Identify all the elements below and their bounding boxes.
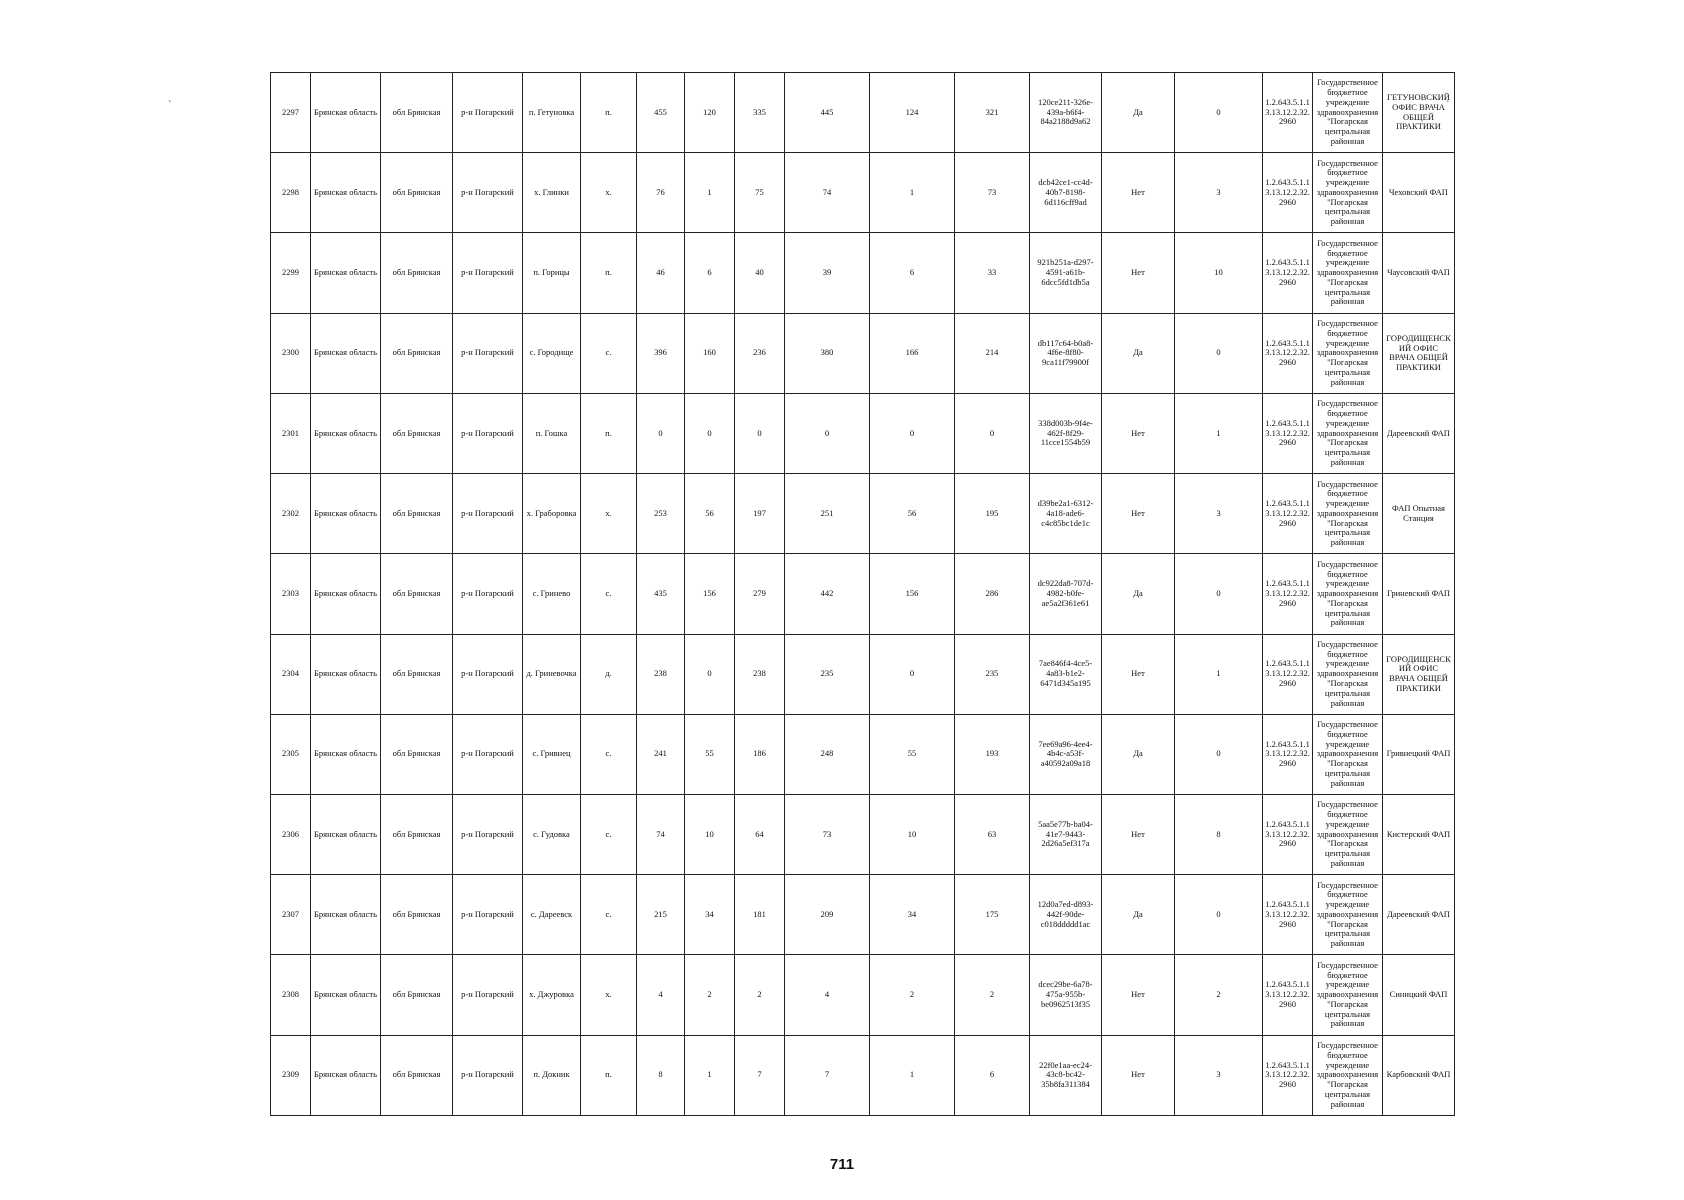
oblast-cell: обл Брянская [381,714,453,794]
district-cell: р-н Погарский [453,634,523,714]
organization-cell: Государственное бюджетное учреждение здравоохранения "Погарская центральная районная [1313,153,1383,233]
population-adults-2-cell: 286 [955,554,1030,634]
facility-cell: Дареевский ФАП [1383,875,1455,955]
table-row [271,714,1455,794]
population-adults-cell: 236 [735,313,785,393]
population-adults-2-cell: 235 [955,634,1030,714]
population-children-cell: 1 [685,1035,735,1115]
count-cell: 2 [1175,955,1263,1035]
region-cell: Брянская область [311,554,381,634]
organization-cell: Государственное бюджетное учреждение здравоохранения "Погарская центральная районная [1313,474,1383,554]
facility-cell: Кистерский ФАП [1383,794,1455,874]
registry-sheet [270,72,1451,1116]
oblast-cell: обл Брянская [381,393,453,473]
count-cell: 0 [1175,73,1263,153]
population-adults-2-cell: 6 [955,1035,1030,1115]
settlement-type-cell: п. [581,393,637,473]
oid-cell: 1.2.643.5.1.13.13.12.2.32.2960 [1263,794,1313,874]
oid-cell: 1.2.643.5.1.13.13.12.2.32.2960 [1263,1035,1313,1115]
region-cell: Брянская область [311,955,381,1035]
oid-cell: 1.2.643.5.1.13.13.12.2.32.2960 [1263,634,1313,714]
flag-cell: Да [1102,73,1175,153]
settlement-type-cell: п. [581,233,637,313]
guid-cell: 7ee69a96-4ee4-4b4c-a53f-a40592a09a18 [1030,714,1102,794]
oblast-cell: обл Брянская [381,554,453,634]
table-row [271,313,1455,393]
region-cell: Брянская область [311,1035,381,1115]
facility-cell: ГЕТУНОВСКИЙ ОФИС ВРАЧА ОБЩЕЙ ПРАКТИКИ [1383,73,1455,153]
count-cell: 0 [1175,313,1263,393]
population-total-cell: 0 [637,393,685,473]
organization-cell: Государственное бюджетное учреждение здравоохранения "Погарская центральная районная [1313,313,1383,393]
row-number: 2304 [271,634,311,714]
settlement-type-cell: д. [581,634,637,714]
population-adults-2-cell: 321 [955,73,1030,153]
row-number: 2302 [271,474,311,554]
scan-mark-right: ` [1446,100,1450,111]
population-total-cell: 215 [637,875,685,955]
flag-cell: Нет [1102,634,1175,714]
row-number: 2297 [271,73,311,153]
row-number: 2306 [271,794,311,874]
population-total-2-cell: 73 [785,794,870,874]
oblast-cell: обл Брянская [381,474,453,554]
oblast-cell: обл Брянская [381,875,453,955]
organization-cell: Государственное бюджетное учреждение здравоохранения "Погарская центральная районная [1313,794,1383,874]
table-row [271,794,1455,874]
population-adults-cell: 0 [735,393,785,473]
row-number: 2298 [271,153,311,233]
district-cell: р-н Погарский [453,313,523,393]
population-adults-cell: 335 [735,73,785,153]
population-adults-2-cell: 214 [955,313,1030,393]
oid-cell: 1.2.643.5.1.13.13.12.2.32.2960 [1263,474,1313,554]
population-children-cell: 56 [685,474,735,554]
guid-cell: 338d003b-9f4e-462f-8f29-11cce1554b59 [1030,393,1102,473]
oblast-cell: обл Брянская [381,1035,453,1115]
row-number: 2309 [271,1035,311,1115]
row-number: 2305 [271,714,311,794]
table-row [271,233,1455,313]
settlement-type-cell: с. [581,875,637,955]
population-adults-2-cell: 193 [955,714,1030,794]
table-row [271,875,1455,955]
settlement-type-cell: с. [581,313,637,393]
flag-cell: Нет [1102,1035,1175,1115]
population-children-cell: 1 [685,153,735,233]
population-adults-cell: 181 [735,875,785,955]
district-cell: р-н Погарский [453,1035,523,1115]
population-children-2-cell: 56 [870,474,955,554]
oid-cell: 1.2.643.5.1.13.13.12.2.32.2960 [1263,393,1313,473]
population-children-2-cell: 6 [870,233,955,313]
region-cell: Брянская область [311,313,381,393]
table-row [271,1035,1455,1115]
organization-cell: Государственное бюджетное учреждение здравоохранения "Погарская центральная районная [1313,233,1383,313]
population-total-2-cell: 251 [785,474,870,554]
population-children-2-cell: 124 [870,73,955,153]
population-adults-cell: 238 [735,634,785,714]
page-number: 711 [829,1156,855,1173]
population-total-cell: 46 [637,233,685,313]
population-total-2-cell: 442 [785,554,870,634]
population-adults-2-cell: 2 [955,955,1030,1035]
guid-cell: db117c64-b0a8-4f6e-8f80-9ca11f79900f [1030,313,1102,393]
guid-cell: 5aa5e77b-ba04-41e7-9443-2d26a5ef317a [1030,794,1102,874]
table-row [271,73,1455,153]
population-total-cell: 238 [637,634,685,714]
region-cell: Брянская область [311,474,381,554]
oblast-cell: обл Брянская [381,634,453,714]
row-number: 2299 [271,233,311,313]
table-row [271,474,1455,554]
settlement-cell: п. Гошка [523,393,581,473]
facility-cell: ГОРОДИЩЕНСКИЙ ОФИС ВРАЧА ОБЩЕЙ ПРАКТИКИ [1383,634,1455,714]
district-cell: р-н Погарский [453,714,523,794]
count-cell: 1 [1175,393,1263,473]
flag-cell: Нет [1102,794,1175,874]
table-row [271,153,1455,233]
row-number: 2307 [271,875,311,955]
district-cell: р-н Погарский [453,153,523,233]
region-cell: Брянская область [311,875,381,955]
population-total-2-cell: 235 [785,634,870,714]
facility-cell: Карбовский ФАП [1383,1035,1455,1115]
flag-cell: Нет [1102,233,1175,313]
facility-cell: Гриневский ФАП [1383,554,1455,634]
settlement-cell: д. Гриневочка [523,634,581,714]
oblast-cell: обл Брянская [381,313,453,393]
population-adults-cell: 40 [735,233,785,313]
population-children-2-cell: 10 [870,794,955,874]
population-adults-cell: 75 [735,153,785,233]
guid-cell: dc922da8-707d-4982-b0fe-ae5a2f361e61 [1030,554,1102,634]
guid-cell: 12d0a7ed-d893-442f-90de-c018ddddd1ac [1030,875,1102,955]
population-total-2-cell: 445 [785,73,870,153]
table-body [271,73,1455,1116]
population-total-2-cell: 7 [785,1035,870,1115]
population-total-2-cell: 209 [785,875,870,955]
facility-cell: Дареевский ФАП [1383,393,1455,473]
population-total-cell: 8 [637,1035,685,1115]
population-total-2-cell: 380 [785,313,870,393]
population-total-cell: 455 [637,73,685,153]
oid-cell: 1.2.643.5.1.13.13.12.2.32.2960 [1263,554,1313,634]
flag-cell: Нет [1102,153,1175,233]
count-cell: 3 [1175,474,1263,554]
organization-cell: Государственное бюджетное учреждение здравоохранения "Погарская центральная районная [1313,634,1383,714]
settlement-type-cell: с. [581,714,637,794]
population-adults-cell: 2 [735,955,785,1035]
population-children-2-cell: 156 [870,554,955,634]
population-total-2-cell: 74 [785,153,870,233]
settlement-type-cell: с. [581,794,637,874]
district-cell: р-н Погарский [453,875,523,955]
region-cell: Брянская область [311,393,381,473]
population-total-cell: 76 [637,153,685,233]
population-total-cell: 4 [637,955,685,1035]
population-total-2-cell: 39 [785,233,870,313]
settlement-cell: с. Городище [523,313,581,393]
district-cell: р-н Погарский [453,73,523,153]
settlement-cell: с. Дареевск [523,875,581,955]
flag-cell: Да [1102,875,1175,955]
table-row [271,955,1455,1035]
table-row [271,554,1455,634]
population-total-2-cell: 0 [785,393,870,473]
region-cell: Брянская область [311,714,381,794]
population-total-cell: 435 [637,554,685,634]
flag-cell: Нет [1102,474,1175,554]
population-adults-cell: 279 [735,554,785,634]
organization-cell: Государственное бюджетное учреждение здравоохранения "Погарская центральная районная [1313,1035,1383,1115]
guid-cell: dcb42ce1-cc4d-40b7-8198-6d116cff9ad [1030,153,1102,233]
table-row [271,634,1455,714]
population-total-2-cell: 248 [785,714,870,794]
oblast-cell: обл Брянская [381,233,453,313]
settlement-type-cell: х. [581,153,637,233]
organization-cell: Государственное бюджетное учреждение здравоохранения "Погарская центральная районная [1313,955,1383,1035]
facility-cell: Гривнецкий ФАП [1383,714,1455,794]
population-adults-cell: 197 [735,474,785,554]
district-cell: р-н Погарский [453,474,523,554]
oid-cell: 1.2.643.5.1.13.13.12.2.32.2960 [1263,955,1313,1035]
organization-cell: Государственное бюджетное учреждение здравоохранения "Погарская центральная районная [1313,875,1383,955]
count-cell: 0 [1175,875,1263,955]
organization-cell: Государственное бюджетное учреждение здравоохранения "Погарская центральная районная [1313,73,1383,153]
district-cell: р-н Погарский [453,554,523,634]
population-children-cell: 10 [685,794,735,874]
oid-cell: 1.2.643.5.1.13.13.12.2.32.2960 [1263,714,1313,794]
settlement-type-cell: с. [581,554,637,634]
population-total-cell: 253 [637,474,685,554]
facility-cell: Чаусовский ФАП [1383,233,1455,313]
population-adults-cell: 186 [735,714,785,794]
population-total-cell: 241 [637,714,685,794]
oid-cell: 1.2.643.5.1.13.13.12.2.32.2960 [1263,73,1313,153]
settlement-type-cell: х. [581,955,637,1035]
population-children-cell: 156 [685,554,735,634]
guid-cell: 22f0e1aa-ec24-43c8-bc42-35b8fa311384 [1030,1035,1102,1115]
settlement-cell: с. Гринево [523,554,581,634]
population-children-cell: 160 [685,313,735,393]
population-children-2-cell: 34 [870,875,955,955]
count-cell: 8 [1175,794,1263,874]
district-cell: р-н Погарский [453,393,523,473]
table-row [271,393,1455,473]
district-cell: р-н Погарский [453,794,523,874]
guid-cell: 120ce211-326e-439a-b6f4-84a2188d9a62 [1030,73,1102,153]
oblast-cell: обл Брянская [381,955,453,1035]
row-number: 2301 [271,393,311,473]
flag-cell: Нет [1102,393,1175,473]
population-children-2-cell: 1 [870,153,955,233]
population-children-cell: 120 [685,73,735,153]
facility-cell: Синицкий ФАП [1383,955,1455,1035]
oid-cell: 1.2.643.5.1.13.13.12.2.32.2960 [1263,875,1313,955]
population-adults-2-cell: 195 [955,474,1030,554]
count-cell: 0 [1175,714,1263,794]
settlement-cell: х. Граборовка [523,474,581,554]
count-cell: 10 [1175,233,1263,313]
row-number: 2303 [271,554,311,634]
population-adults-2-cell: 33 [955,233,1030,313]
population-children-cell: 55 [685,714,735,794]
oid-cell: 1.2.643.5.1.13.13.12.2.32.2960 [1263,153,1313,233]
organization-cell: Государственное бюджетное учреждение здравоохранения "Погарская центральная районная [1313,714,1383,794]
flag-cell: Да [1102,714,1175,794]
settlement-cell: п. Гетуновка [523,73,581,153]
district-cell: р-н Погарский [453,955,523,1035]
region-cell: Брянская область [311,233,381,313]
population-adults-2-cell: 175 [955,875,1030,955]
oid-cell: 1.2.643.5.1.13.13.12.2.32.2960 [1263,233,1313,313]
population-total-cell: 396 [637,313,685,393]
population-children-2-cell: 166 [870,313,955,393]
guid-cell: 921b251a-d297-4591-a61b-6dcc5fd1db5a [1030,233,1102,313]
settlement-cell: п. Докник [523,1035,581,1115]
region-cell: Брянская область [311,153,381,233]
population-total-cell: 74 [637,794,685,874]
facility-cell: Чеховский ФАП [1383,153,1455,233]
count-cell: 3 [1175,1035,1263,1115]
settlement-type-cell: п. [581,73,637,153]
population-children-2-cell: 2 [870,955,955,1035]
organization-cell: Государственное бюджетное учреждение здравоохранения "Погарская центральная районная [1313,554,1383,634]
population-children-2-cell: 0 [870,393,955,473]
population-children-cell: 6 [685,233,735,313]
organization-cell: Государственное бюджетное учреждение здравоохранения "Погарская центральная районная [1313,393,1383,473]
flag-cell: Нет [1102,955,1175,1035]
population-adults-cell: 7 [735,1035,785,1115]
flag-cell: Да [1102,313,1175,393]
population-children-cell: 0 [685,393,735,473]
row-number: 2308 [271,955,311,1035]
population-children-2-cell: 0 [870,634,955,714]
oid-cell: 1.2.643.5.1.13.13.12.2.32.2960 [1263,313,1313,393]
settlements-table [270,72,1455,1116]
facility-cell: ГОРОДИЩЕНСКИЙ ОФИС ВРАЧА ОБЩЕЙ ПРАКТИКИ [1383,313,1455,393]
settlement-cell: с. Гривнец [523,714,581,794]
population-adults-2-cell: 0 [955,393,1030,473]
region-cell: Брянская область [311,794,381,874]
population-children-cell: 34 [685,875,735,955]
flag-cell: Да [1102,554,1175,634]
region-cell: Брянская область [311,73,381,153]
count-cell: 3 [1175,153,1263,233]
oblast-cell: обл Брянская [381,794,453,874]
row-number: 2300 [271,313,311,393]
settlement-cell: с. Гудовка [523,794,581,874]
population-total-2-cell: 4 [785,955,870,1035]
oblast-cell: обл Брянская [381,73,453,153]
population-adults-cell: 64 [735,794,785,874]
settlement-cell: п. Горицы [523,233,581,313]
count-cell: 0 [1175,554,1263,634]
settlement-type-cell: х. [581,474,637,554]
guid-cell: d39be2a1-6312-4a18-ade6-c4c85bc1de1c [1030,474,1102,554]
guid-cell: 7ae846f4-4ce5-4a83-b1e2-6471d345a195 [1030,634,1102,714]
scan-mark-left: ` [168,100,172,111]
population-adults-2-cell: 63 [955,794,1030,874]
facility-cell: ФАП Опытная Станция [1383,474,1455,554]
population-children-2-cell: 1 [870,1035,955,1115]
settlement-cell: х. Джуровка [523,955,581,1035]
settlement-type-cell: п. [581,1035,637,1115]
settlement-cell: х. Глинки [523,153,581,233]
population-children-cell: 2 [685,955,735,1035]
population-adults-2-cell: 73 [955,153,1030,233]
population-children-cell: 0 [685,634,735,714]
oblast-cell: обл Брянская [381,153,453,233]
count-cell: 1 [1175,634,1263,714]
population-children-2-cell: 55 [870,714,955,794]
region-cell: Брянская область [311,634,381,714]
guid-cell: dcec29be-6a78-475a-955b-be0962513f35 [1030,955,1102,1035]
district-cell: р-н Погарский [453,233,523,313]
